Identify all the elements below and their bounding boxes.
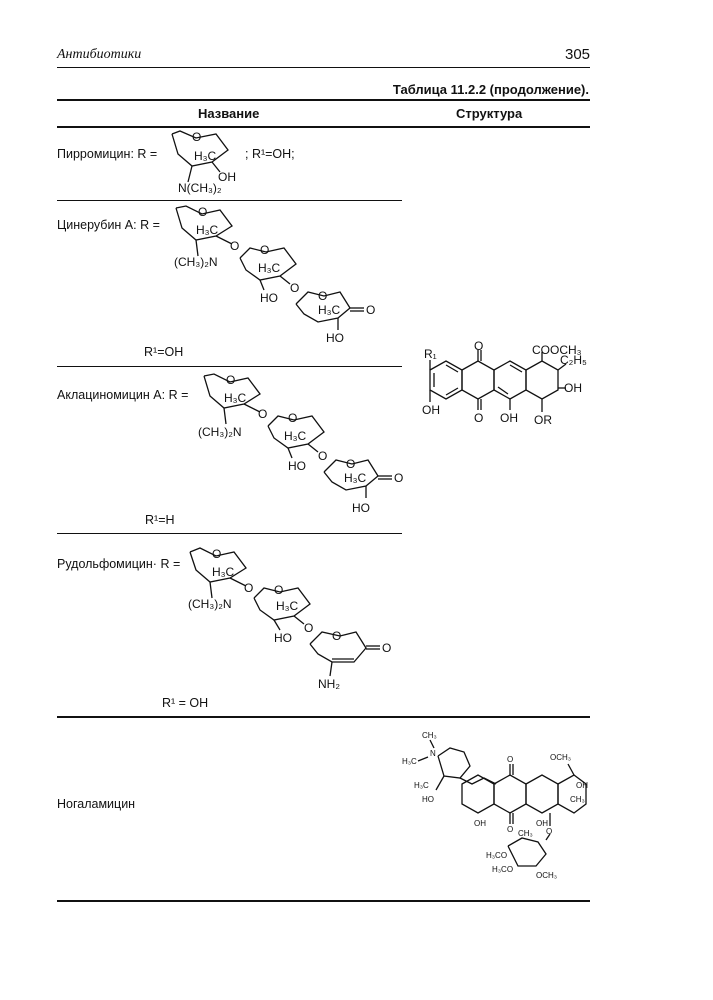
running-title: Антибиотики — [57, 47, 142, 62]
compound-name-aclacinomycin-a: Аклациномицин А: R = — [57, 388, 189, 402]
svg-text:O: O — [304, 621, 314, 635]
column-header-structure: Структура — [456, 106, 523, 121]
rudolphomycin-sugar-structure — [182, 538, 412, 693]
svg-text:H₃C: H₃C — [224, 391, 247, 405]
row-divider — [57, 716, 590, 718]
compound-name-nogalamycin: Ногаламицин — [57, 797, 136, 811]
svg-text:O: O — [318, 289, 328, 303]
svg-text:H₃C: H₃C — [194, 149, 217, 163]
svg-text:O: O — [507, 825, 514, 834]
table-top-rule — [57, 99, 590, 101]
svg-text:NH₂: NH₂ — [318, 677, 340, 691]
svg-text:O: O — [198, 205, 208, 219]
svg-text:C₂H₅: C₂H₅ — [560, 353, 587, 367]
svg-text:O: O — [230, 239, 240, 253]
svg-text:O: O — [260, 243, 270, 257]
svg-text:R₁: R₁ — [424, 347, 437, 361]
svg-text:O: O — [332, 629, 342, 643]
anthracyclinone-aglycone-structure — [400, 340, 590, 460]
svg-text:(CH₃)₂N: (CH₃)₂N — [198, 425, 242, 439]
svg-text:HO: HO — [260, 291, 278, 305]
svg-text:OH: OH — [564, 381, 582, 395]
svg-text:H₃C: H₃C — [284, 429, 307, 443]
svg-text:HO: HO — [274, 631, 292, 645]
svg-text:(CH₃)₂N: (CH₃)₂N — [174, 255, 218, 269]
r1-pyrromycin: ; R¹=OH; — [245, 147, 295, 161]
svg-text:OH: OH — [474, 819, 486, 828]
compound-name-pyrromycin: Пирромицин: R = — [57, 147, 158, 161]
svg-text:H₃C: H₃C — [276, 599, 299, 613]
svg-text:HO: HO — [352, 501, 370, 515]
row-divider — [57, 533, 402, 534]
aclacinomycin-a-sugar-structure — [196, 368, 416, 516]
svg-text:O: O — [226, 373, 236, 387]
header-rule — [57, 67, 590, 68]
cinerubin-a-sugar-structure — [168, 200, 388, 345]
svg-text:O: O — [244, 581, 254, 595]
svg-text:O: O — [346, 457, 356, 471]
r1-cinerubin-a: R¹=OH — [144, 345, 184, 359]
svg-text:OCH₃: OCH₃ — [550, 753, 572, 762]
svg-text:HO: HO — [422, 795, 434, 804]
r1-aclacinomycin-a: R¹=H — [145, 513, 175, 527]
svg-text:O: O — [288, 411, 298, 425]
row-divider — [57, 366, 402, 367]
svg-text:O: O — [290, 281, 300, 295]
svg-text:H₃C: H₃C — [318, 303, 341, 317]
svg-text:H₃C: H₃C — [258, 261, 281, 275]
svg-text:OH: OH — [218, 170, 236, 184]
svg-text:OR: OR — [534, 413, 552, 427]
svg-text:OH: OH — [536, 819, 548, 828]
svg-text:O: O — [258, 407, 268, 421]
svg-text:O: O — [474, 339, 484, 353]
svg-text:O: O — [382, 641, 392, 655]
svg-text:H₃CO: H₃CO — [492, 865, 514, 874]
svg-text:OH: OH — [576, 781, 588, 790]
svg-text:OCH₃: OCH₃ — [536, 871, 558, 880]
svg-text:CH₃: CH₃ — [518, 829, 533, 838]
pyrromycin-sugar-structure — [160, 128, 250, 200]
nogalamycin-structure — [400, 728, 590, 898]
svg-text:O: O — [394, 471, 404, 485]
svg-text:COOCH₃: COOCH₃ — [532, 343, 582, 357]
svg-text:N: N — [430, 749, 436, 758]
svg-text:H₃C: H₃C — [414, 781, 429, 790]
table-caption: Таблица 11.2.2 (продолжение). — [392, 82, 589, 97]
compound-name-cinerubin-a: Цинерубин А: R = — [57, 218, 160, 232]
table-bottom-rule — [57, 900, 590, 902]
r1-rudolphomycin: R¹ = OH — [162, 696, 209, 710]
column-header-name: Название — [198, 106, 260, 121]
svg-text:O: O — [546, 827, 553, 836]
svg-text:HO: HO — [288, 459, 306, 473]
svg-text:N(CH₃)₂: N(CH₃)₂ — [178, 181, 222, 195]
svg-text:O: O — [507, 755, 514, 764]
svg-text:O: O — [366, 303, 376, 317]
svg-text:H₃C: H₃C — [212, 565, 235, 579]
column-header-rule — [57, 126, 590, 128]
compound-name-rudolphomycin: Рудольфомицин· R = — [57, 557, 181, 571]
svg-text:CH₃: CH₃ — [570, 795, 585, 804]
page-number: 305 — [565, 46, 591, 63]
svg-text:O: O — [318, 449, 328, 463]
svg-text:H₃C: H₃C — [196, 223, 219, 237]
svg-text:O: O — [474, 411, 484, 425]
svg-text:O: O — [192, 130, 202, 144]
svg-text:O: O — [212, 547, 222, 561]
svg-text:H₃C: H₃C — [402, 757, 417, 766]
svg-text:CH₃: CH₃ — [422, 731, 437, 740]
svg-text:OH: OH — [422, 403, 440, 417]
svg-text:HO: HO — [326, 331, 344, 345]
svg-text:(CH₃)₂N: (CH₃)₂N — [188, 597, 232, 611]
svg-text:OH: OH — [500, 411, 518, 425]
svg-text:O: O — [274, 583, 284, 597]
svg-text:H₃CO: H₃CO — [486, 851, 508, 860]
svg-text:H₃C: H₃C — [344, 471, 367, 485]
